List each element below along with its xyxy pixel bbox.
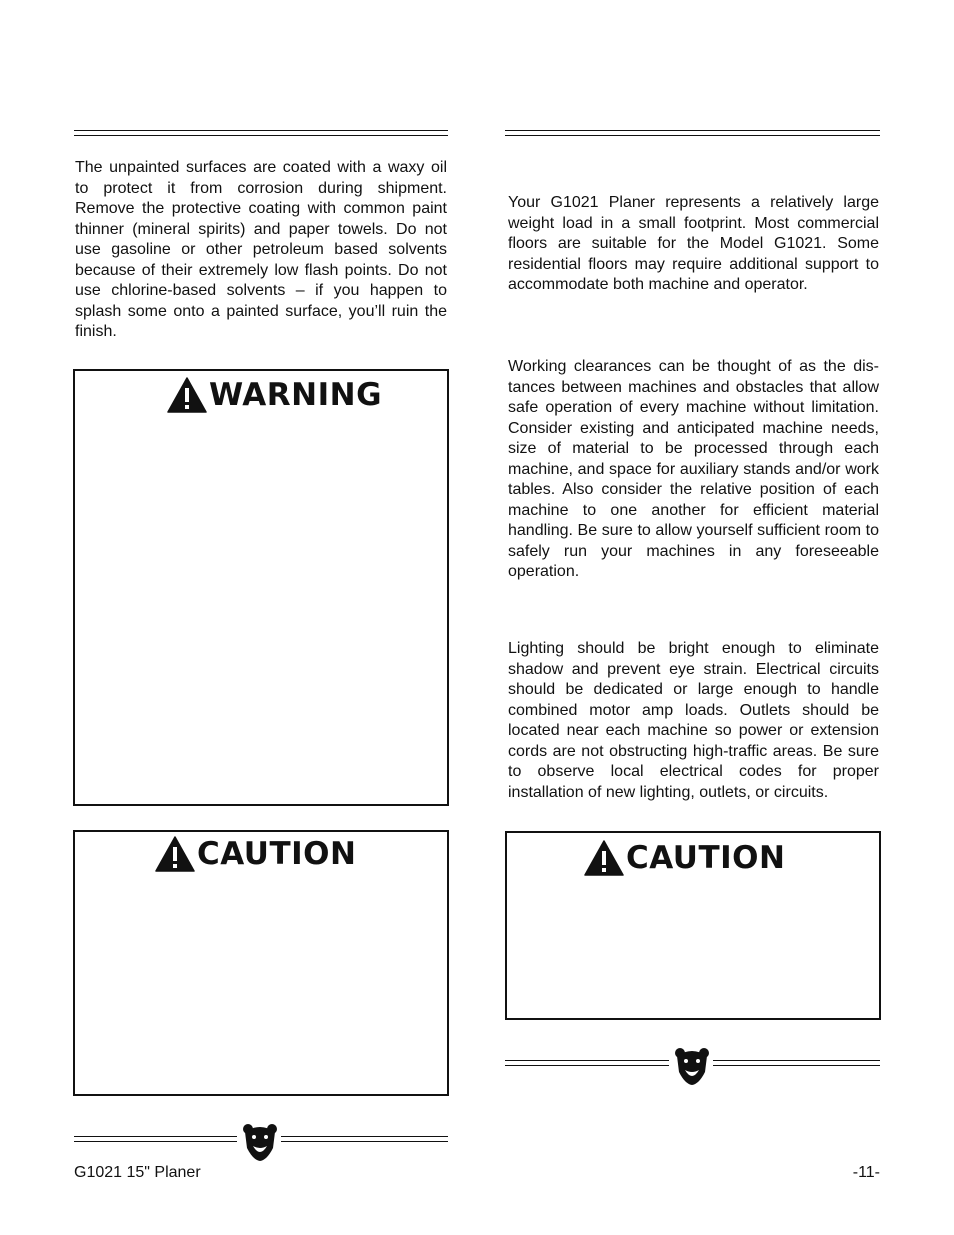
warning-triangle-icon (167, 377, 207, 413)
right-bear-separator (505, 1044, 880, 1088)
caution-box-right (505, 831, 881, 1020)
left-top-rule (74, 130, 448, 136)
footer-model: G1021 15" Planer (74, 1164, 201, 1181)
caution-box-left (73, 830, 449, 1096)
floor-paragraph: Your G1021 Planer represents a relatively large weight load in a small footprint. Most commercial floors are suitable for the Model G1021. Some residential floors may require additional support to accommodate both machine and operator. (508, 194, 879, 293)
warning-title: WARNING (209, 377, 383, 413)
caution-title-left: CAUTION (197, 836, 357, 872)
right-top-rule (505, 130, 880, 136)
warning-triangle-icon (584, 840, 624, 876)
left-bear-separator (74, 1120, 448, 1164)
bear-logo-icon (673, 1046, 711, 1086)
clearance-paragraph: Working clearances can be thought of as the distances between machines and obstacles that allow safe operation of every machine without limitation. Consider existing and anticipated machine needs, size of material to be processed through each machine, and space for auxiliary stands and/or work tables. Also consider the relative position of each machine to one another for efficient material handling. Be sure to allow yourself sufficient room to safely run your machines in any foreseeable operation. (508, 358, 879, 580)
bear-logo-icon (241, 1122, 279, 1162)
intro-paragraph: The unpainted surfaces are coated with a waxy oil to protect it from corrosion during shipment. Remove the protective coating with common paint thinner (mineral spirits) and paper towels. Do not use gasoline or other petroleum based solvents because of their extremely low flash points. Do not use chlorine-based solvents – if you happen to splash some onto a painted surface, you’ll ruin the finish. (75, 159, 447, 340)
lighting-paragraph: Lighting should be bright enough to eliminate shadow and prevent eye strain. Electrical circuits should be dedicated or large enough to handle combined motor amp loads. Outlets should be located near each machine so power or extension cords are not obstructing high-traffic areas. Be sure to observe local electrical codes for proper installation of new lighting, outlets, or circuits. (508, 640, 879, 801)
warning-triangle-icon (155, 836, 195, 872)
caution-title-right: CAUTION (626, 840, 786, 876)
footer-page-number: -11- (852, 1164, 880, 1181)
warning-box (73, 369, 449, 806)
